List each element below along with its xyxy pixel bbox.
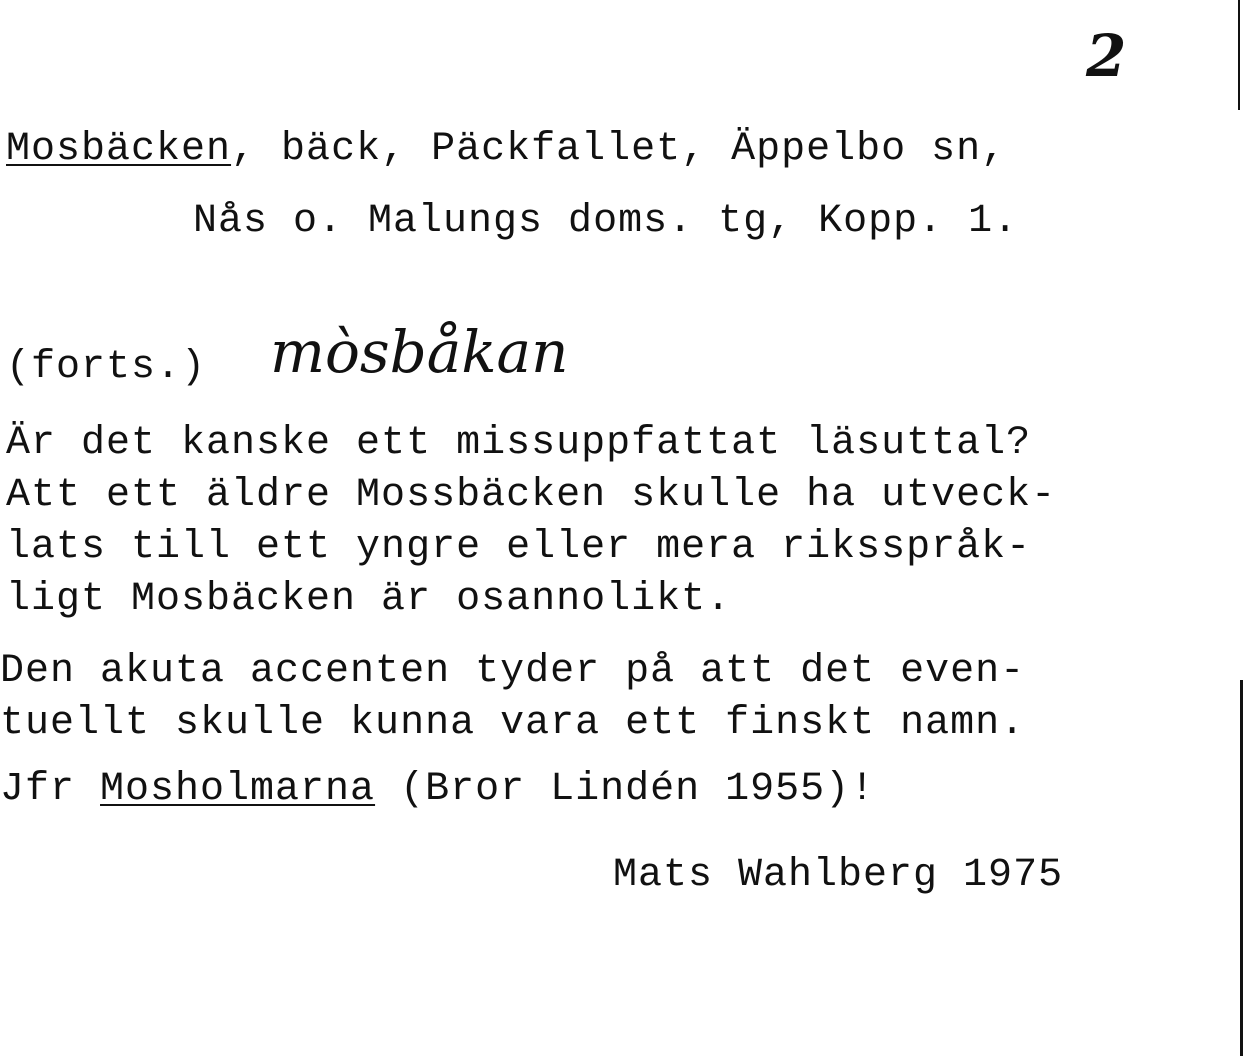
header-line-1-rest: , bäck, Päckfallet, Äppelbo sn, xyxy=(231,127,1007,172)
page-number: 2 xyxy=(1086,22,1127,90)
scan-edge-top xyxy=(1238,0,1240,110)
paragraph-1-line: lats till ett yngre eller mera riksspråk- xyxy=(6,525,1032,570)
handwritten-pronunciation: mòsbåkan xyxy=(270,318,569,386)
header-line-2: Nås o. Malungs doms. tg, Kopp. 1. xyxy=(193,199,1019,244)
forts-label: (forts.) xyxy=(6,345,207,390)
paragraph-2-line: Den akuta accenten tyder på att det even- xyxy=(0,649,1026,694)
paragraph-1-line: Är det kanske ett missuppfattat läsuttal? xyxy=(6,421,1032,466)
paragraph-2-line: tuellt skulle kunna vara ett finskt namn. xyxy=(0,701,1026,746)
reference-prefix: Jfr xyxy=(0,767,101,812)
paragraph-1-line: ligt Mosbäcken är osannolikt. xyxy=(6,577,732,622)
reference-rest: (Bror Lindén 1955)! xyxy=(375,767,876,812)
scan-edge-bottom xyxy=(1240,680,1243,1056)
header-place-name: Mosbäcken xyxy=(6,127,232,172)
header-line-1 xyxy=(6,126,1006,174)
paragraph-1-line: Att ett äldre Mossbäcken skulle ha utveck- xyxy=(6,473,1057,518)
signature: Mats Wahlberg 1975 xyxy=(613,853,1064,898)
reference-place-name: Mosholmarna xyxy=(100,767,376,812)
reference-line xyxy=(0,766,875,814)
